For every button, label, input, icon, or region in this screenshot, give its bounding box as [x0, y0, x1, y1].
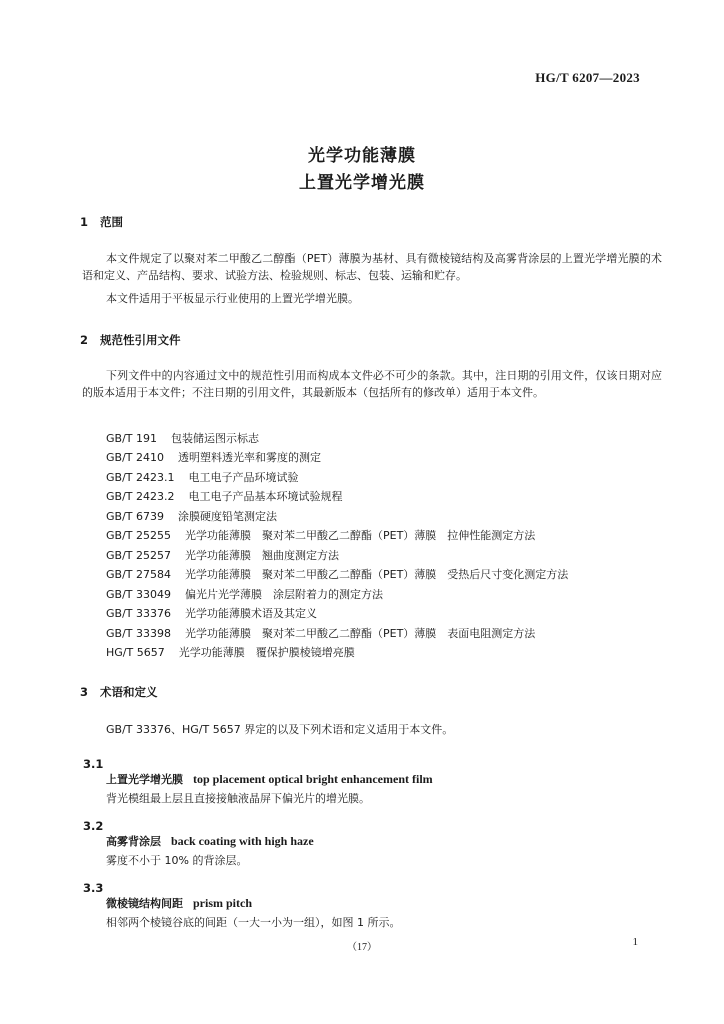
reference-item: GB/T 27584 光学功能薄膜 聚对苯二甲酸乙二醇酯（PET）薄膜 受热后尺寸变化测定方法 [106, 568, 569, 581]
reference-item: GB/T 33049 偏光片光学薄膜 涂层附着力的测定方法 [106, 588, 383, 601]
term-title: 高雾背涂层 back coating with high haze [106, 834, 314, 848]
reference-item: GB/T 6739 涂膜硬度铅笔测定法 [106, 510, 277, 523]
reference-item: GB/T 191 包装储运图示标志 [106, 432, 259, 445]
term-definition: 相邻两个棱镜谷底的间距（一大一小为一组），如图 1 所示。 [106, 916, 401, 929]
term-number: 3.1 [83, 757, 104, 771]
term-title: 微棱镜结构间距 prism pitch [106, 896, 253, 910]
section-3-heading [80, 684, 158, 700]
term-number: 3.2 [83, 819, 104, 833]
page-number: 1 [632, 936, 638, 948]
document-title-line1: 光学功能薄膜 [308, 146, 416, 166]
section-title: 术语和定义 [100, 685, 158, 699]
reference-item: GB/T 33398 光学功能薄膜 聚对苯二甲酸乙二醇酯（PET）薄膜 表面电阻测定方法 [106, 627, 536, 640]
page-code: （17） [347, 942, 377, 953]
section-2-heading [80, 332, 181, 348]
reference-item: GB/T 2410 透明塑料透光率和雾度的测定 [106, 451, 321, 464]
section-2-intro: 下列文件中的内容通过文中的规范性引用而构成本文件必不可少的条款。其中，注日期的引用文件，仅该日期对应的版本适用于本文件；不注日期的引用文件，其最新版本（包括所有的修改单）适用于本文件。 [82, 369, 662, 399]
reference-item: GB/T 25255 光学功能薄膜 聚对苯二甲酸乙二醇酯（PET）薄膜 拉伸性能测定方法 [106, 529, 536, 542]
reference-item: GB/T 33376 光学功能薄膜术语及其定义 [106, 607, 317, 620]
term-number: 3.3 [83, 881, 104, 895]
reference-item: GB/T 2423.2 电工电子产品基本环境试验规程 [106, 490, 343, 503]
section-title: 规范性引用文件 [100, 333, 181, 347]
section-1-paragraph-1: 本文件规定了以聚对苯二甲酸乙二醇酯（PET）薄膜为基材、具有微棱镜结构及高雾背涂层的上置光学增光膜的术语和定义、产品结构、要求、试验方法、检验规则、标志、包装、运输和贮存。 [82, 252, 662, 282]
reference-item: GB/T 25257 光学功能薄膜 翘曲度测定方法 [106, 549, 339, 562]
section-1-paragraph-2: 本文件适用于平板显示行业使用的上置光学增光膜。 [106, 292, 359, 305]
reference-item: HG/T 5657 光学功能薄膜 覆保护膜棱镜增亮膜 [106, 646, 355, 659]
section-title: 范围 [100, 215, 123, 229]
document-title-line2: 上置光学增光膜 [299, 173, 425, 193]
term-definition: 背光模组最上层且直接接触液晶屏下偏光片的增光膜。 [106, 792, 370, 805]
section-number: 3 [80, 685, 89, 699]
term-definition: 雾度不小于 10% 的背涂层。 [106, 854, 248, 867]
section-number: 1 [80, 215, 89, 229]
reference-item: GB/T 2423.1 电工电子产品环境试验 [106, 471, 299, 484]
standard-code: HG/T 6207—2023 [535, 70, 640, 85]
section-3-intro: GB/T 33376、HG/T 5657 界定的以及下列术语和定义适用于本文件。 [106, 723, 454, 736]
section-1-heading [80, 214, 123, 230]
section-number: 2 [80, 333, 89, 347]
term-title: 上置光学增光膜 top placement optical bright enhancement film [106, 772, 433, 786]
